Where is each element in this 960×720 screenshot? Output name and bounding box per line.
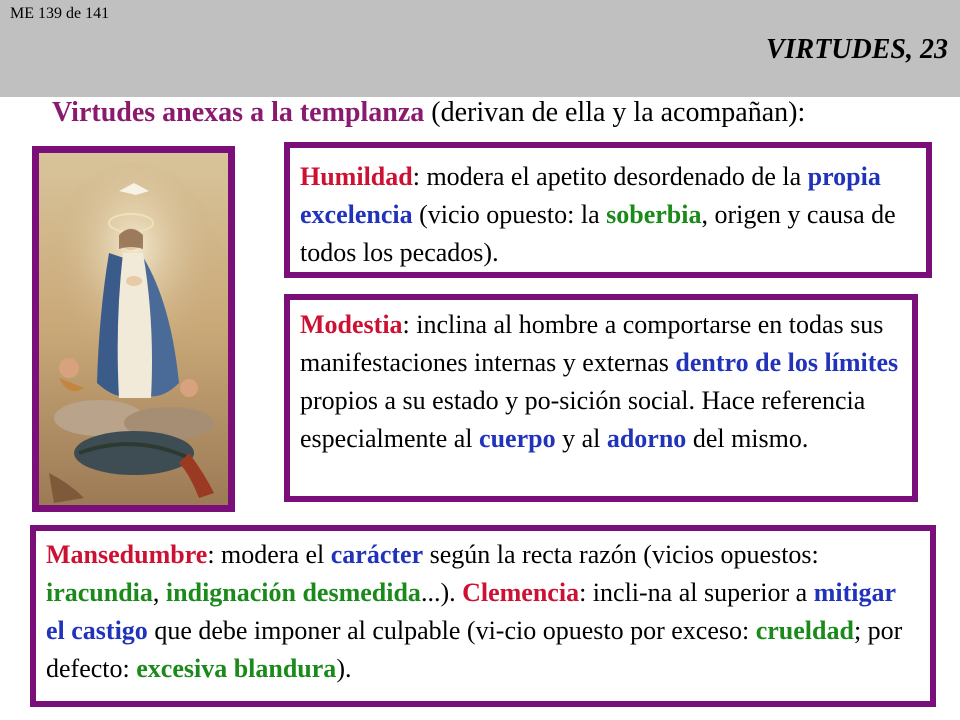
modestia-box	[284, 294, 918, 502]
mansedumbre-keyword-mitigar: mitigar el castigo	[46, 578, 896, 645]
mansedumbre-keyword-caracter: carácter	[330, 540, 424, 569]
mansedumbre-keyword-iracundia: iracundia	[46, 578, 153, 607]
slide-title: VIRTUDES, 23	[765, 34, 948, 65]
modestia-text-2: propios a su estado y po-sición social. Hace referencia especialmente al	[300, 386, 866, 453]
humildad-term: Humildad	[300, 162, 413, 191]
mansedumbre-keyword-crueldad: crueldad	[755, 616, 854, 645]
modestia-text-1: : inclina al hombre a comportarse en todas sus manifestaciones internas y externas	[300, 310, 884, 377]
modestia-keyword-cuerpo: cuerpo	[479, 424, 556, 453]
mansedumbre-text-4: ...).	[420, 578, 463, 607]
mansedumbre-keyword-blandura: excesiva blandura	[136, 654, 337, 683]
modestia-keyword-adorno: adorno	[606, 424, 687, 453]
section-heading	[52, 97, 805, 129]
mansedumbre-text-5: : incli-na al superior a	[579, 578, 814, 607]
humildad-box	[284, 142, 932, 278]
mansedumbre-term: Mansedumbre	[46, 540, 208, 569]
mansedumbre-box	[30, 525, 936, 707]
mansedumbre-text-7: ; por defecto:	[46, 616, 903, 683]
mansedumbre-text-3: ,	[152, 578, 166, 607]
mansedumbre-text-6: que debe imponer al culpable (vi-cio opuesto por exceso:	[147, 616, 756, 645]
modestia-term: Modestia	[300, 310, 403, 339]
heading-strong: Virtudes anexas a la templanza	[52, 97, 425, 128]
humildad-keyword-excelencia: propia excelencia	[300, 162, 881, 229]
heading-rest: (derivan de ella y la acompañan):	[424, 97, 806, 128]
modestia-keyword-limites: dentro de los límites	[675, 348, 899, 377]
modestia-text-4: del mismo.	[686, 424, 809, 453]
humildad-text-1: : modera el apetito desordenado de la	[412, 162, 808, 191]
humildad-text-3: , origen y causa de todos los pecados).	[300, 200, 896, 267]
humildad-text-2: (vicio opuesto: la	[412, 200, 607, 229]
clemencia-term: Clemencia	[462, 578, 580, 607]
modestia-text-3: y al	[555, 424, 607, 453]
slide-counter: ME 139 de 141	[10, 5, 110, 22]
slide-header	[0, 0, 960, 97]
mansedumbre-text-1: : modera el	[207, 540, 331, 569]
humildad-keyword-soberbia: soberbia	[606, 200, 702, 229]
immaculate-conception-painting-icon	[39, 153, 228, 505]
mansedumbre-keyword-indignacion: indignación desmedida	[165, 578, 421, 607]
virgin-painting-image	[32, 146, 235, 512]
mansedumbre-text-2: según la recta razón (vicios opuestos:	[423, 540, 819, 569]
mansedumbre-text-8: ).	[336, 654, 352, 683]
